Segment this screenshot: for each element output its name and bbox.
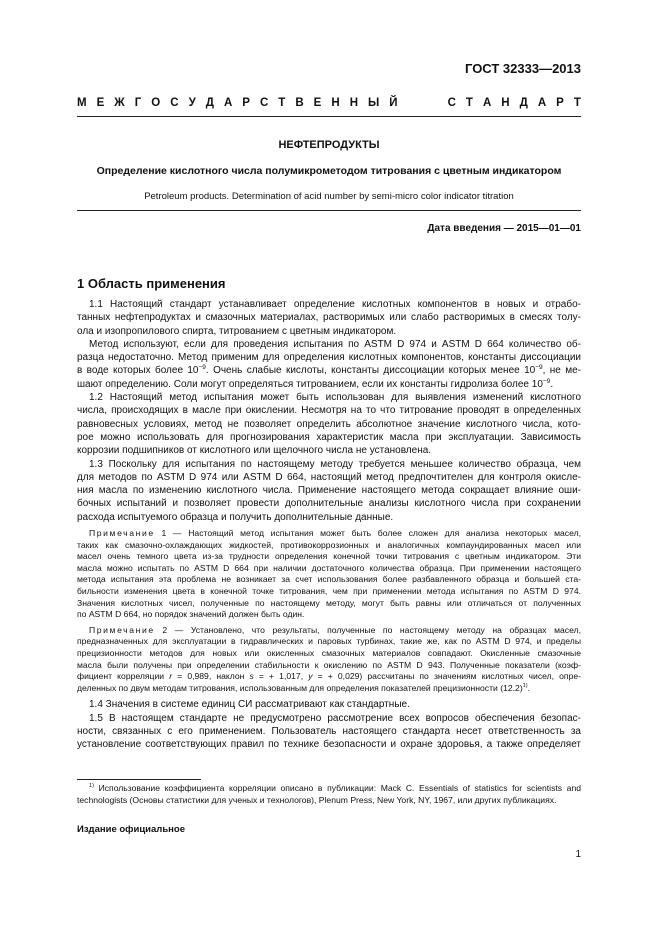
text-line: $^{1)}$ Использование коэффициента корреляции описано в публикации: Mack C. Essentials of statistics for scientists and — [89, 783, 581, 793]
banner-letter: Й — [389, 97, 398, 109]
banner-letter: Д — [205, 97, 214, 109]
edition-label: Издание официальное — [77, 824, 185, 835]
document-title: НЕФТЕПРОДУКТЫ — [278, 139, 380, 151]
text-line: предназначенных для эксплуатации в гидравлических и паровых турбинах, такие же, как по ASTM D 974, и пределы — [77, 636, 581, 647]
banner-letter: Е — [96, 97, 105, 109]
text-line: установление соответствующих правил по технике безопасности и охране здоровья, а также определяет — [77, 739, 581, 751]
banner-letter: Т — [573, 97, 581, 109]
document-subtitle: Определение кислотного числа полумикрометодом титрования с цветным индикатором — [96, 165, 562, 177]
text-line: Значения кислотных чисел, полученные по настоящему методу, могут быть равны или отличаться от полученных — [77, 597, 581, 608]
banner-letter: Р — [556, 97, 564, 109]
text-line: 1.2 Настоящий метод испытания может быть использован для выявления изменений кислотного — [89, 392, 581, 404]
text-line: масел очень темного цвета из-за трудности определения конечной точки титрования с цветным индикатором. Эти — [77, 551, 581, 562]
banner-letter: Р — [242, 97, 250, 109]
text-line: technologists (Основы статистики для ученых и технологов), Plenum Press, New York, NY, 1967, или других публикациях. — [77, 795, 557, 805]
banner-letter: Н — [501, 97, 510, 109]
banner-letter: С — [447, 97, 456, 109]
banner-letter: А — [537, 97, 547, 109]
introduction-date: Дата введения — 2015—01—01 — [427, 223, 581, 234]
banner-letter: Ы — [368, 97, 380, 109]
banner-letter: Е — [313, 97, 322, 109]
text-line: числа, происходящих в масле при окислении. Несмотря на то что титрование проводят в определенных — [77, 405, 581, 417]
text-line: бочных испытаний и позволяет провести дополнительные анализы кислотного числа при сохранении — [77, 498, 581, 510]
banner-letter: О — [151, 97, 161, 109]
text-line: масла можно испытать по ASTM D 664 при наличии достаточного количества образца. При применении настоящего — [77, 562, 581, 573]
title-rule — [77, 210, 581, 211]
footnote — [77, 782, 581, 806]
text-line: коррозии подшипников от кислотного или щелочного числа не установлена. — [77, 445, 432, 457]
banner-letter: А — [482, 97, 492, 109]
scope-paragraphs-continued — [77, 698, 581, 751]
english-title: Petroleum products. Determination of acid number by semi-micro color indicator titration — [144, 191, 514, 202]
banner-letter: Т — [465, 97, 473, 109]
text-line: метода испытания эта проблема не возникает за счет использования более разбавленного образца и большей ста- — [77, 574, 581, 585]
banner-letter: Н — [349, 97, 358, 109]
section-heading: 1 Область применения — [77, 276, 226, 291]
footnote-rule — [77, 779, 201, 780]
text-line: ности, связанных с его применением. Пользователь настоящего стандарта несет ответственность за — [77, 725, 581, 737]
text-line: фициент корреляции r = 0,989, наклон s = + 1,017, y = + 0,029) рассчитаны по значениям кислотных чисел, опре- — [77, 671, 581, 682]
text-line: 1.5 В настоящем стандарте не предусмотрено рассмотрение всех вопросов обеспечения безопас- — [89, 712, 581, 724]
text-line: Метод используют, если для проведения испытания по ASTM D 974 и ASTM D 664 количество об- — [89, 338, 581, 350]
note-label: Примечание — [89, 528, 155, 539]
text-line: танных нефтепродуктах и смазочных материалах, растворимых или слабо растворимых в смесях толу- — [77, 312, 581, 324]
banner-rule — [77, 116, 581, 117]
text-line: разца недостаточно. Метод применим для определения кислотных компонентов, константы диссоциации — [77, 352, 581, 364]
text-line: 1.4 Значения в системе единиц СИ рассматривают как стандартные. — [89, 699, 410, 711]
banner-letter: А — [223, 97, 233, 109]
text-line: ола и изопропилового спирта, титрованием с цветным индикатором. — [77, 325, 397, 337]
banner-letter: М — [77, 97, 87, 109]
banner-letter: Г — [134, 97, 142, 109]
text-line: бильности изменения цвета в конечной точке титрования, чем при применении метода испытания по ASTM D 974. — [77, 586, 581, 597]
text-line: рое можно использовать для прогнозирования характеристик масла при эксплуатации. Зависимость — [77, 431, 581, 443]
text-line: равновесных условиях, метод не позволяет определить абсолютное значение кислотного числа, кото- — [77, 418, 581, 430]
text-line: масла были получены при определении стабильности к окислению по ASTM D 943. Полученные показатели (коэф- — [77, 659, 581, 670]
banner-letter: У — [188, 97, 196, 109]
banner-letter: Д — [519, 97, 528, 109]
scope-paragraphs — [77, 298, 581, 524]
text-line: ния масла по изменению кислотного числа. Применение настоящего метода сокращает влияние оши- — [77, 485, 581, 497]
note-2 — [77, 625, 581, 695]
text-line: для методов по ASTM D 974 или ASTM D 664, настоящий метод предпочтителен для контроля окисле- — [77, 471, 581, 483]
text-line: шают определению. Соли могут определяться титрованием, если их константы гидролиза более $10^{-9}$. — [77, 377, 554, 390]
text-line: Примечание 2 — Установлено, что результаты, полученные по настоящему методу на образцах масел, — [89, 624, 581, 635]
text-line: таких как смазочно-охлаждающих жидкостей, противокоррозионных и аналогичных компаундированных масел или — [77, 539, 581, 550]
note-label: Примечание — [89, 624, 155, 635]
text-line: прецизионности методов для новых или окисленных смазочных материалов совпадают. Окисленные смазочные — [77, 647, 581, 658]
banner-letter: Н — [331, 97, 340, 109]
note-1 — [77, 528, 581, 621]
text-line: в воде которых более $10^{-9}$. Очень слабые кислоты, константы диссоциации которых менее $10^{-9}$, не ме- — [77, 364, 581, 377]
text-line: Примечание 1 — Настоящий метод испытания может быть более сложен для анализа некоторых масел, — [89, 528, 581, 539]
text-line: деленных по двум методам титрования, использованным для определения показателей прецизионности $(12.2)^{1)}$. — [77, 682, 531, 693]
text-line: по ASTM D 664, но порядок значений должен быть один. — [77, 609, 305, 620]
banner-letter: С — [259, 97, 269, 109]
text-line: 1.3 Поскольку для испытания по настоящему методу требуется меньшее количество образца, чем — [89, 458, 581, 470]
text-line: расхода испытуемого образца и получить дополнительные данные. — [77, 511, 394, 523]
text-line: 1.1 Настоящий стандарт устанавливает определение кислотных компонентов в новых и отрабо- — [89, 299, 581, 310]
banner-letter: Ж — [114, 97, 125, 109]
document-body — [77, 298, 581, 752]
banner-letter: Т — [278, 97, 286, 109]
banner-letter: В — [295, 97, 304, 109]
interstate-standard-banner — [77, 97, 581, 109]
banner-letter: С — [170, 97, 179, 109]
standard-number: ГОСТ 32333—2013 — [465, 61, 581, 76]
page-number: 1 — [575, 849, 581, 860]
